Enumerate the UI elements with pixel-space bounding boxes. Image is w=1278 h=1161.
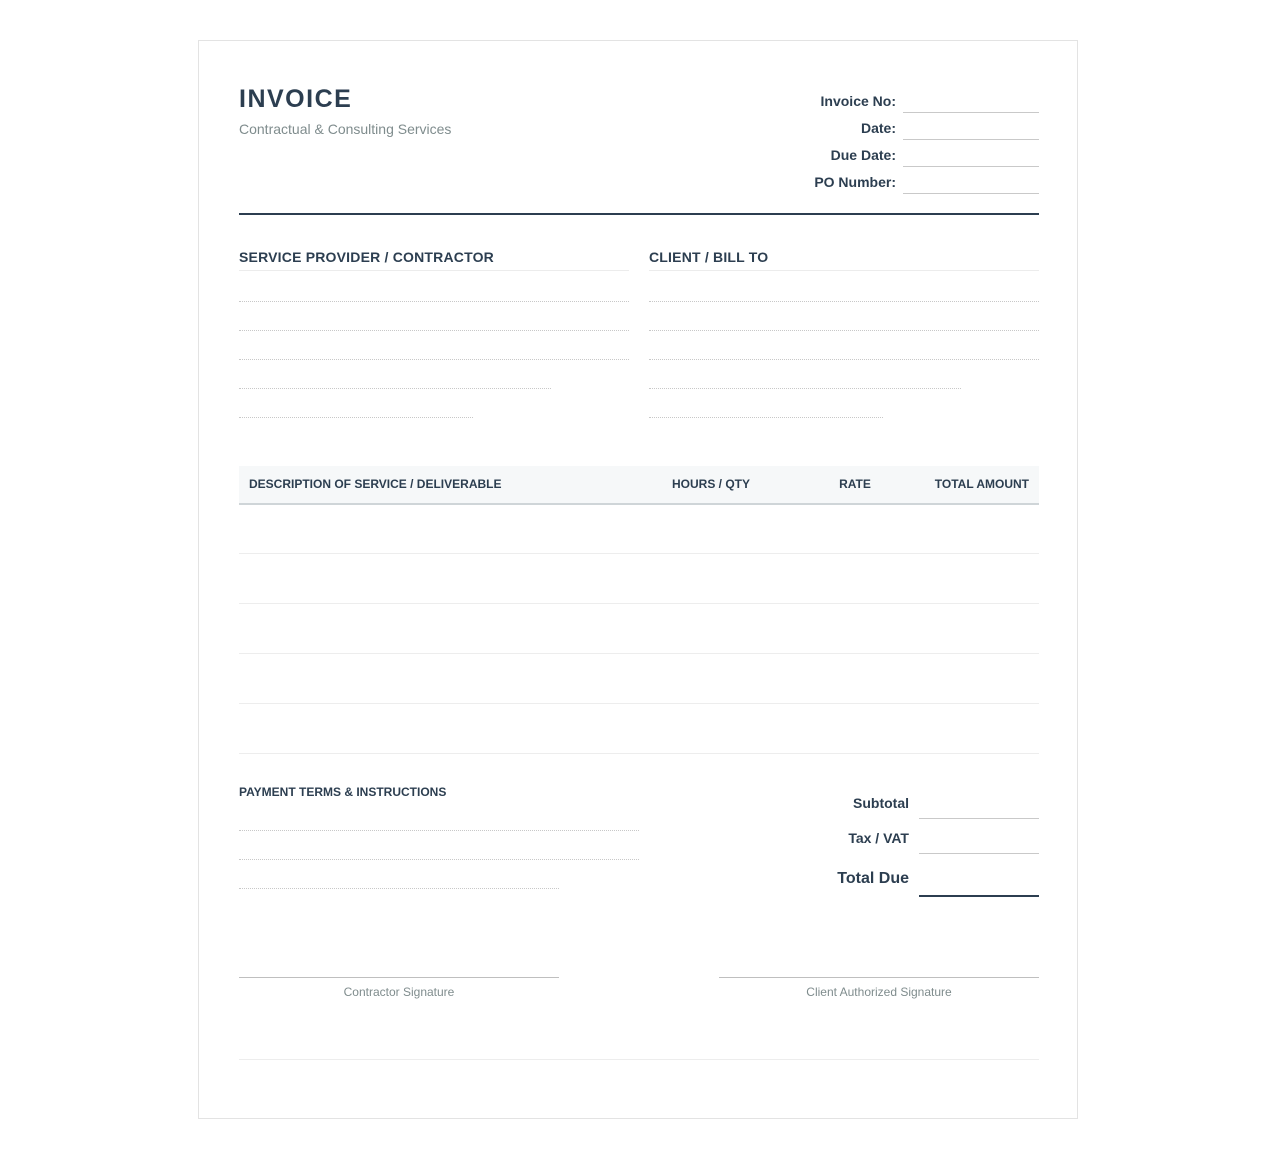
client-line-2[interactable] (649, 330, 1039, 331)
col-rate: RATE (839, 477, 871, 491)
col-description: DESCRIPTION OF SERVICE / DELIVERABLE (249, 477, 502, 491)
table-row[interactable] (239, 553, 1039, 554)
client-section-title: CLIENT / BILL TO (649, 249, 769, 265)
col-total-amount: TOTAL AMOUNT (934, 477, 1029, 491)
page-subtitle: Contractual & Consulting Services (239, 121, 452, 137)
po-number-field[interactable] (903, 193, 1039, 194)
invoice-no-field[interactable] (903, 112, 1039, 113)
total-due-label: Total Due (837, 870, 909, 887)
subtotal-field[interactable] (919, 818, 1039, 819)
payment-terms-title: PAYMENT TERMS & INSTRUCTIONS (239, 785, 447, 799)
table-row[interactable] (239, 653, 1039, 654)
po-number-label: PO Number: (814, 174, 896, 190)
table-row[interactable] (239, 703, 1039, 704)
due-date-label: Due Date: (830, 147, 896, 163)
client-signature-line[interactable] (719, 977, 1039, 978)
contractor-signature-label: Contractor Signature (343, 985, 455, 999)
client-line-1[interactable] (649, 301, 1039, 302)
footer-divider (239, 1059, 1039, 1060)
client-title-underline (649, 270, 1039, 271)
provider-line-4[interactable] (239, 388, 551, 389)
subtotal-label: Subtotal (853, 795, 909, 811)
date-label: Date: (860, 120, 896, 136)
header-divider (239, 213, 1039, 215)
tax-vat-field[interactable] (919, 853, 1039, 854)
date-field[interactable] (903, 139, 1039, 140)
tax-vat-label: Tax / VAT (848, 830, 909, 846)
invoice-no-label: Invoice No: (820, 93, 896, 109)
client-line-5[interactable] (649, 417, 883, 418)
provider-line-5[interactable] (239, 417, 473, 418)
invoice-sheet (198, 40, 1078, 1119)
provider-line-2[interactable] (239, 330, 629, 331)
provider-line-1[interactable] (239, 301, 629, 302)
page-title: INVOICE (239, 85, 353, 113)
client-line-3[interactable] (649, 359, 1039, 360)
provider-line-3[interactable] (239, 359, 629, 360)
col-hours-qty: HOURS / QTY (671, 477, 750, 491)
total-due-field[interactable] (919, 895, 1039, 897)
terms-line-2[interactable] (239, 859, 639, 860)
provider-title-underline (239, 270, 629, 271)
client-signature-label: Client Authorized Signature (806, 985, 952, 999)
provider-section-title: SERVICE PROVIDER / CONTRACTOR (239, 249, 494, 265)
terms-line-3[interactable] (239, 888, 559, 889)
table-row[interactable] (239, 753, 1039, 754)
terms-line-1[interactable] (239, 830, 639, 831)
table-row[interactable] (239, 603, 1039, 604)
contractor-signature-line[interactable] (239, 977, 559, 978)
client-line-4[interactable] (649, 388, 961, 389)
due-date-field[interactable] (903, 166, 1039, 167)
